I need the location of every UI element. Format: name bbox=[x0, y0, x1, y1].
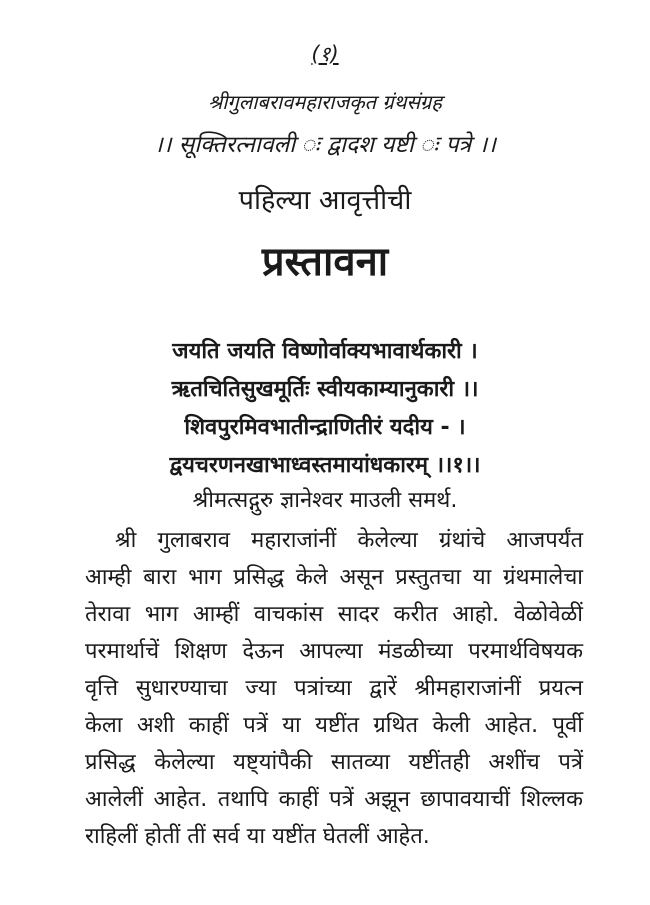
body-line: वृत्ति सुधारण्याचा ज्या पत्रांच्या द्वारें श्रीमहाराजांनीं प्रयत्न bbox=[85, 676, 583, 701]
body-line: प्रसिद्ध केलेल्या यष्ट्यांपैकी सातव्या यष्टींतही अशींच पत्रें bbox=[85, 750, 583, 775]
body-line: परमार्थाचें शिक्षण देऊन आपल्या मंडळीच्या परमार्थविषयक bbox=[85, 639, 583, 664]
salutation: श्रीमत्सद्गुरु ज्ञानेश्वर माउली समर्थ. bbox=[192, 488, 458, 513]
body-line: आलेलीं आहेत. तथापि काहीं पत्रें अझून छापावयाचीं शिल्लक bbox=[85, 787, 583, 812]
page-number: (१) bbox=[311, 42, 339, 66]
verse-block bbox=[0, 333, 650, 485]
body-line: श्री गुलाबराव महाराजांनीं केलेल्या ग्रंथांचे आजपर्यंत bbox=[115, 528, 583, 553]
body-line: राहिलीं होतीं तीं सर्व या यष्टींत घेतलीं आहेत. bbox=[85, 824, 430, 849]
verse-line: जयति जयति विष्णोर्वाक्यभावार्थकारी । bbox=[172, 339, 478, 364]
verse-line: शिवपुरमिवभातीन्द्राणितीरं यदीय - । bbox=[184, 415, 466, 440]
verse-line: ऋतचितिसुखमूर्तिः स्वीयकाम्यानुकारी ।। bbox=[171, 377, 479, 402]
series-title: ।। सूक्तिरत्नावली ः द्वादश यष्टी ः पत्रे ।। bbox=[154, 132, 496, 158]
body-line: आम्ही बारा भाग प्रसिद्ध केले असून प्रस्तुतचा या ग्रंथमालेचा bbox=[85, 565, 583, 590]
collection-title: श्रीगुलाबरावमहाराजकृत ग्रंथसंग्रह bbox=[208, 90, 442, 114]
body-line: केला अशी काहीं पत्रें या यष्टींत ग्रथित केली आहेत. पूर्वी bbox=[85, 713, 583, 738]
body-paragraph bbox=[85, 522, 583, 855]
main-title: प्रस्तावना bbox=[261, 239, 389, 285]
verse-line: द्वयचरणनखाभाध्वस्तमायांधकारम् ।।१।। bbox=[169, 453, 481, 478]
body-line: तेरावा भाग आम्हीं वाचकांस सादर करीत आहो. वेळोवेळीं bbox=[85, 602, 583, 627]
edition-title: पहिल्या आवृत्तीची bbox=[238, 185, 412, 216]
